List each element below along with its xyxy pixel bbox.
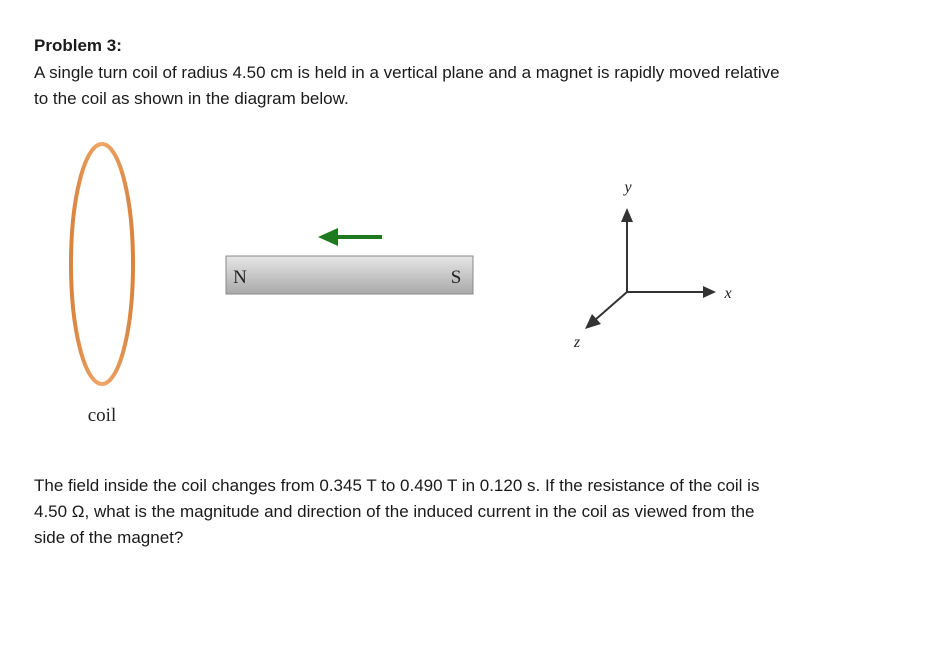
question-line-3: side of the magnet? xyxy=(34,528,184,547)
axis-z-label: z xyxy=(573,334,581,351)
intro-line-1: A single turn coil of radius 4.50 cm is held in a vertical plane and a magnet is rapidly moved relative xyxy=(34,63,780,82)
coil-label: coil xyxy=(87,405,117,426)
axes-icon xyxy=(585,208,716,329)
question-line-1: The field inside the coil changes from 0.345 T to 0.490 T in 0.120 s. If the resistance of the coil is xyxy=(34,476,760,495)
coil-loop xyxy=(71,144,133,384)
magnet-south-label: S xyxy=(450,267,462,288)
problem-question xyxy=(34,473,914,551)
intro-line-2: to the coil as shown in the diagram below. xyxy=(34,89,349,108)
bar-magnet xyxy=(226,256,473,294)
motion-arrow-icon xyxy=(318,228,382,246)
axis-x-label: x xyxy=(724,285,732,302)
problem-heading: Problem 3: xyxy=(34,36,122,55)
diagram xyxy=(0,140,944,440)
question-line-2: 4.50 Ω, what is the magnitude and direction of the induced current in the coil as viewed from the xyxy=(34,502,755,521)
problem-intro xyxy=(34,60,914,112)
magnet-north-label: N xyxy=(233,267,247,288)
axis-y-label: y xyxy=(624,179,632,196)
